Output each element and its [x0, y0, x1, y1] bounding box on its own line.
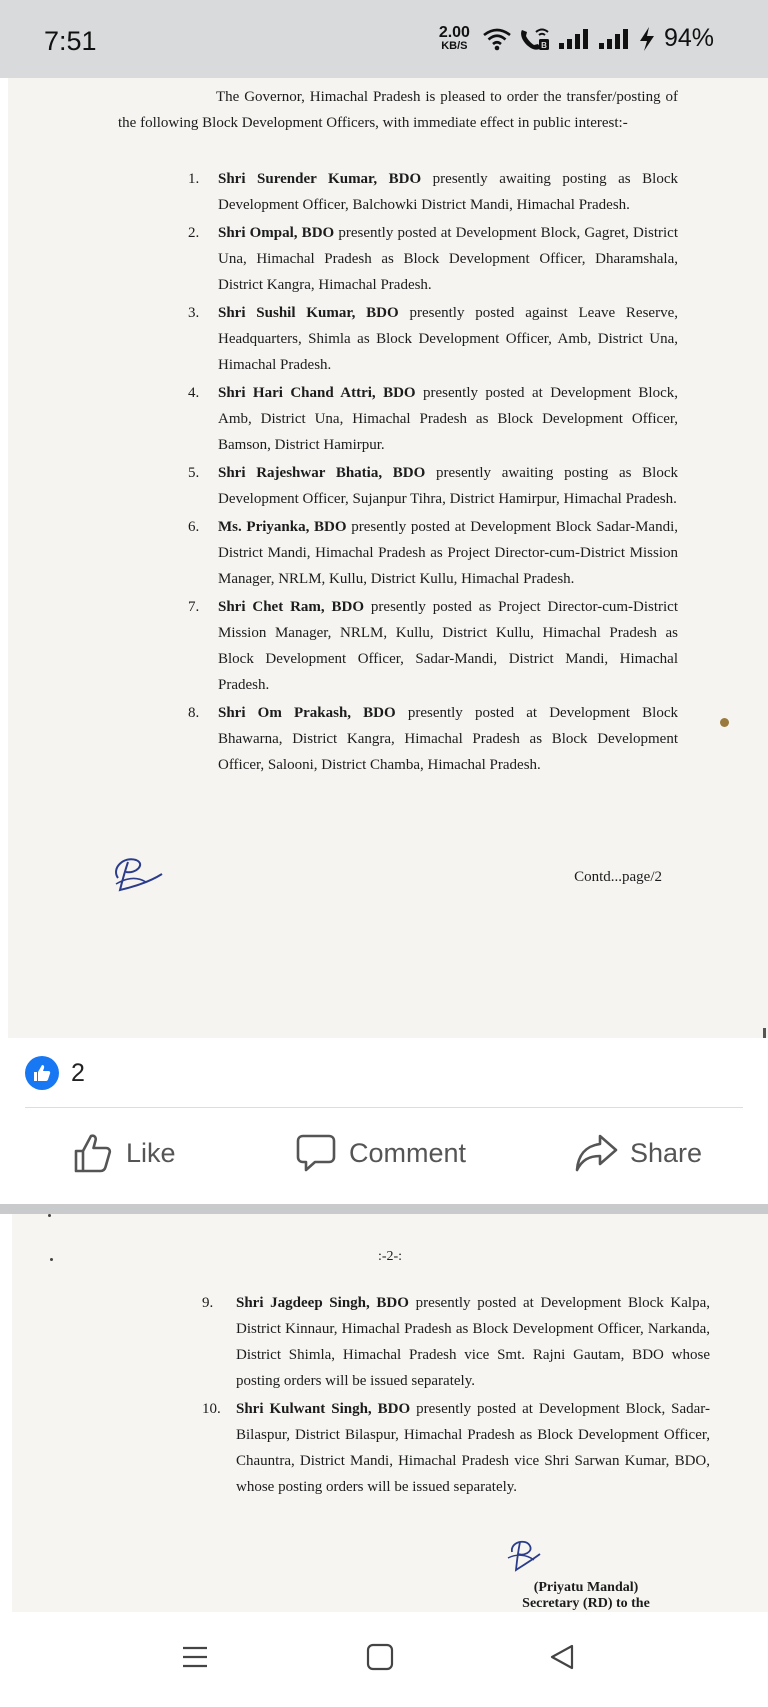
transfer-item [202, 1396, 710, 1500]
share-label: Share [630, 1137, 703, 1168]
signatory-block [486, 1580, 686, 1612]
transfer-item [202, 1290, 710, 1394]
document-page-1[interactable] [8, 78, 768, 1038]
post-separator [0, 1204, 768, 1214]
wifi-icon [482, 27, 512, 51]
item-number: 9. [202, 1295, 214, 1311]
status-icons [439, 24, 714, 53]
like-reaction-icon [25, 1056, 59, 1090]
item-text: presently posted against Leave Reserve, Headquarters, Shimla as Block Development Officer, Amb, District Una, Himachal Pradesh. [218, 305, 678, 373]
item-number: 6. [188, 519, 200, 535]
transfer-item [176, 594, 678, 698]
officer-name: Shri Chet Ram, BDO [218, 599, 365, 615]
thumbs-up-icon [72, 1132, 114, 1174]
item-text: presently posted at Development Block, Amb, District Una, Himachal Pradesh as Block Development Officer, Bamson, District Hamirpur. [218, 385, 679, 453]
edge-mark [763, 1028, 766, 1038]
transfer-item [176, 700, 678, 778]
signatory-name: (Priyatu Mandal) [533, 1580, 639, 1595]
transfer-item [176, 460, 678, 512]
document-page-2[interactable] [12, 1214, 768, 1612]
menu-icon[interactable] [180, 1642, 210, 1677]
svg-text:B: B [541, 40, 547, 50]
battery-level: 94% [663, 24, 714, 52]
item-number: 1. [188, 171, 200, 187]
post-engagement [0, 1040, 768, 1204]
post-actions [0, 1132, 768, 1188]
item-text: presently awaiting posting as Block Development Officer, Balchowki District Mandi, Himachal Pradesh. [218, 171, 678, 213]
signatory-title: Secretary (RD) to the [522, 1596, 650, 1611]
back-icon[interactable] [548, 1642, 578, 1677]
officer-name: Ms. Priyanka, BDO [218, 519, 347, 535]
status-time: 7:51 [44, 26, 97, 56]
item-number: 3. [188, 305, 200, 321]
paper-dot [48, 1214, 51, 1217]
officer-name: Shri Rajeshwar Bhatia, BDO [218, 465, 426, 481]
item-text: presently posted at Development Block Kalpa, District Kinnaur, Himachal Pradesh as Block Development Officer, Narkanda, District Shimla, Himachal Pradesh vice Smt. Rajni Gautam, BDO whose posting orders will be issued separately. [236, 1295, 710, 1389]
share-button[interactable] [574, 1132, 702, 1174]
officer-name: Shri Om Prakash, BDO [218, 705, 396, 721]
network-speed-value: 2.00 [438, 24, 470, 41]
officer-name: Shri Hari Chand Attri, BDO [218, 385, 416, 401]
comment-label: Comment [349, 1137, 467, 1168]
signal-icon [598, 28, 632, 50]
officer-name: Shri Kulwant Singh, BDO [236, 1401, 411, 1417]
like-label: Like [126, 1137, 176, 1168]
item-number: 4. [188, 385, 200, 401]
comment-button[interactable] [295, 1132, 466, 1174]
charging-icon [638, 26, 656, 52]
item-text: presently posted at Development Block Sadar-Mandi, District Mandi, Himachal Pradesh as Project Director-cum-District Mission Manager, NRLM, Kullu, District Kullu, Himachal Pradesh. [218, 519, 678, 587]
network-speed [439, 25, 470, 52]
transfer-item [176, 514, 678, 592]
transfer-item [176, 380, 678, 458]
reaction-count: 2 [71, 1058, 85, 1087]
item-text: presently posted as Project Director-cum-District Mission Manager, NRLM, Kullu, District Kullu, Himachal Pradesh as Block Development Officer, Sadar-Mandi, District Mandi, Himachal Pradesh. [218, 599, 679, 693]
item-text: presently awaiting posting as Block Development Officer, Sujanpur Tihra, District Hamirpur, Himachal Pradesh. [218, 465, 678, 507]
signature-initials [106, 848, 176, 907]
item-text: presently posted at Development Block, Sadar-Bilaspur, District Bilaspur, Himachal Pradesh as Block Development Officer, Chauntra, District Mandi, Himachal Pradesh vice Shri Sarwan Kumar, BDO, whose posting orders will be issued separately. [236, 1401, 710, 1495]
signature [502, 1536, 546, 1585]
item-number: 10. [202, 1401, 221, 1417]
like-button[interactable] [72, 1132, 176, 1174]
item-text: presently posted at Development Block Bhawarna, District Kangra, Himachal Pradesh as Block Development Officer, Salooni, District Chamba, Himachal Pradesh. [218, 705, 678, 773]
officer-name: Shri Sushil Kumar, BDO [218, 305, 399, 321]
officer-name: Shri Surender Kumar, BDO [218, 171, 422, 187]
transfer-item [176, 220, 678, 298]
item-number: 5. [188, 465, 200, 481]
item-number: 7. [188, 599, 200, 615]
wifi-calling-icon [518, 26, 552, 52]
home-icon[interactable] [365, 1642, 395, 1677]
intro-paragraph: The Governor, Himachal Pradesh is pleased to order the transfer/posting of the following Block Development Officers, with immediate effect in public interest:- [118, 89, 678, 131]
transfer-list [176, 166, 678, 780]
transfer-list-continued [202, 1290, 710, 1502]
item-text: presently posted at Development Block, Gagret, District Una, Himachal Pradesh as Block Development Officer, Dharamshala, District Kangra, Himachal Pradesh. [218, 225, 679, 293]
transfer-item [176, 166, 678, 218]
item-number: 2. [188, 225, 200, 241]
signal-icon [558, 28, 592, 50]
officer-name: Shri Jagdeep Singh, BDO [236, 1295, 409, 1311]
comment-icon [295, 1132, 337, 1174]
paper-speck [720, 718, 729, 727]
reaction-summary[interactable] [25, 1056, 85, 1090]
officer-name: Shri Ompal, BDO [218, 225, 335, 241]
navigation-bar [0, 1612, 768, 1707]
page-number: :-2-: [377, 1249, 403, 1264]
divider [25, 1107, 743, 1108]
continued-note: Contd...page/2 [574, 869, 662, 885]
status-bar [0, 0, 768, 78]
document-intro [118, 84, 678, 136]
share-icon [574, 1132, 618, 1174]
item-number: 8. [188, 705, 200, 721]
network-speed-unit: KB/S [441, 40, 468, 52]
transfer-item [176, 300, 678, 378]
